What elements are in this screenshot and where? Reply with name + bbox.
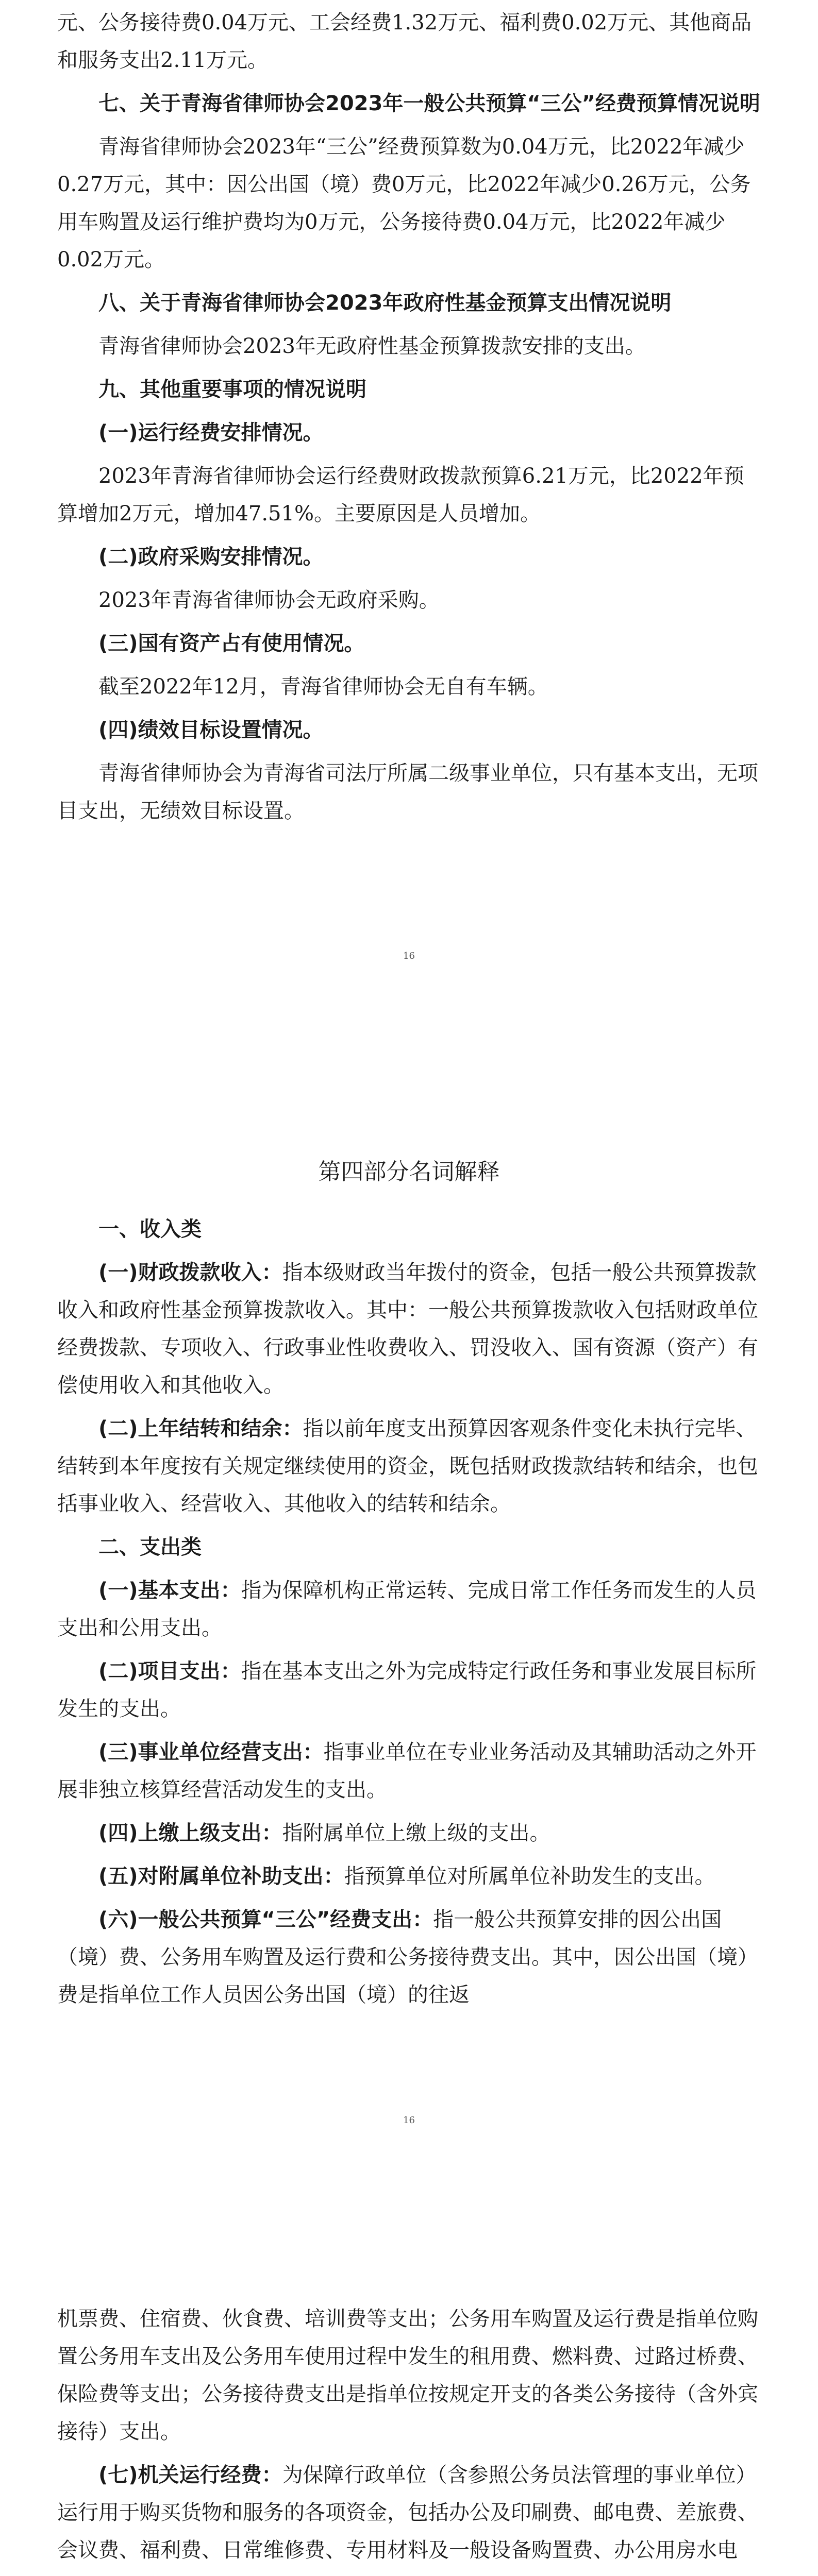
heading-expenditure: 二、支出类	[98, 1535, 202, 1559]
term-label: (二)项目支出：	[98, 1659, 241, 1683]
paragraph-continued: 机票费、住宿费、伙食费、培训费等支出；公务用车购置及运行费是指单位购置公务用车支出及公务用车使用过程中发生的租用费、燃料费、过路过桥费、保险费等支出；公务接待费支出是指单位按规定开支的各类公务接待（含外宾接待）支出。	[57, 2307, 758, 2444]
term-fiscal-allocation	[57, 1254, 761, 1404]
paragraph-procurement: 2023年青海省律师协会无政府采购。	[98, 588, 440, 612]
heading-section-8: 八、关于青海省律师协会2023年政府性基金预算支出情况说明	[98, 291, 672, 315]
term-label: (七)机关运行经费：	[98, 2463, 282, 2487]
term-definition: 指以前年度支出预算因客观条件变化未执行完毕、结转到本年度按有关规定继续使用的资金，既包括财政拨款结转和结余，也包括事业收入、经营收入、其他收入的结转和结余。	[57, 1417, 758, 1516]
term-three-public-expenses	[57, 1901, 761, 2014]
term-label: (四)上缴上级支出：	[98, 1821, 282, 1845]
page-3	[0, 2300, 818, 2576]
paragraph-expense-tail: 元、公务接待费0.04万元、工会经费1.32万元、福利费0.02万元、其他商品和服务支出2.11万元。	[57, 11, 752, 72]
heading-section-9: 九、其他重要事项的情况说明	[98, 378, 366, 401]
heading-section-7: 七、关于青海省律师协会2023年一般公共预算“三公”经费预算情况说明	[98, 92, 760, 115]
term-label: (六)一般公共预算“三公”经费支出：	[98, 1908, 433, 1931]
subheading-procurement: (二)政府采购安排情况。	[98, 545, 324, 569]
term-agency-operating	[57, 2456, 761, 2576]
subheading-operating-funds: (一)运行经费安排情况。	[98, 421, 324, 445]
term-subsidiary-subsidy	[57, 1858, 761, 1895]
heading-income: 一、收入类	[98, 1217, 202, 1241]
paragraph-operating-funds: 2023年青海省律师协会运行经费财政拨款预算6.21万元，比2022年预算增加2万元，增加47.51%。主要原因是人员增加。	[57, 464, 744, 526]
page-number: 16	[403, 2115, 415, 2126]
paragraph-section-8: 青海省律师协会2023年无政府性基金预算拨款安排的支出。	[98, 334, 646, 358]
term-definition: 指事业单位在专业业务活动及其辅助活动之外开展非独立核算经营活动发生的支出。	[57, 1740, 757, 1802]
term-label: (一)基本支出：	[98, 1579, 241, 1602]
term-project-expenditure	[57, 1653, 761, 1728]
term-definition: 指在基本支出之外为完成特定行政任务和事业发展目标所发生的支出。	[57, 1659, 757, 1721]
term-carryover	[57, 1410, 761, 1523]
term-definition: 指本级财政当年拨付的资金，包括一般公共预算拨款收入和政府性基金预算拨款收入。其中：一般公共预算拨款收入包括财政单位经费拨款、专项收入、行政事业性收费收入、罚没收入、国有资源（资产）有偿使用收入和其他收入。	[57, 1261, 758, 1397]
subheading-performance: (四)绩效目标设置情况。	[98, 718, 324, 742]
term-definition: 指为保障机构正常运转、完成日常工作任务而发生的人员支出和公用支出。	[57, 1579, 757, 1640]
term-remit-superior	[57, 1815, 761, 1852]
paragraph-assets: 截至2022年12月，青海省律师协会无自有车辆。	[98, 675, 548, 699]
term-definition: 为保障行政单位（含参照公务员法管理的事业单位）运行用于购买货物和服务的各项资金，包括办公及印刷费、邮电费、差旅费、会议费、福利费、日常维修费、专用材料及一般设备购置费、办公用房水电	[57, 2463, 758, 2562]
term-label: (一)财政拨款收入：	[98, 1261, 282, 1284]
paragraph-performance: 青海省律师协会为青海省司法厅所属二级事业单位，只有基本支出，无项目支出，无绩效目标设置。	[57, 761, 758, 823]
term-label: (二)上年结转和结余：	[98, 1417, 303, 1440]
term-operating-expenditure	[57, 1734, 761, 1809]
term-basic-expenditure	[57, 1572, 761, 1647]
term-label: (三)事业单位经营支出：	[98, 1740, 324, 1764]
page-2	[0, 1154, 818, 2126]
subheading-assets: (三)国有资产占有使用情况。	[98, 632, 365, 655]
term-definition: 指一般公共预算安排的因公出国（境）费、公务用车购置及运行费和公务接待费支出。其中，因公出国（境）费是指单位工作人员因公务出国（境）的往返	[57, 1908, 758, 2007]
paragraph-section-7: 青海省律师协会2023年“三公”经费预算数为0.04万元，比2022年减少0.27万元，其中：因公出国（境）费0万元，比2022年减少0.26万元，公务用车购置及运行维护费均为0万元，公务接待费0.04万元，比2022年减少0.02万元。	[57, 135, 751, 272]
page-title: 第四部分名词解释	[318, 1159, 500, 1185]
page-1	[0, 0, 818, 961]
term-definition: 指预算单位对所属单位补助发生的支出。	[344, 1865, 715, 1888]
term-label: (五)对附属单位补助支出：	[98, 1865, 344, 1888]
term-definition: 指附属单位上缴上级的支出。	[282, 1821, 550, 1845]
page-number: 16	[403, 951, 415, 961]
